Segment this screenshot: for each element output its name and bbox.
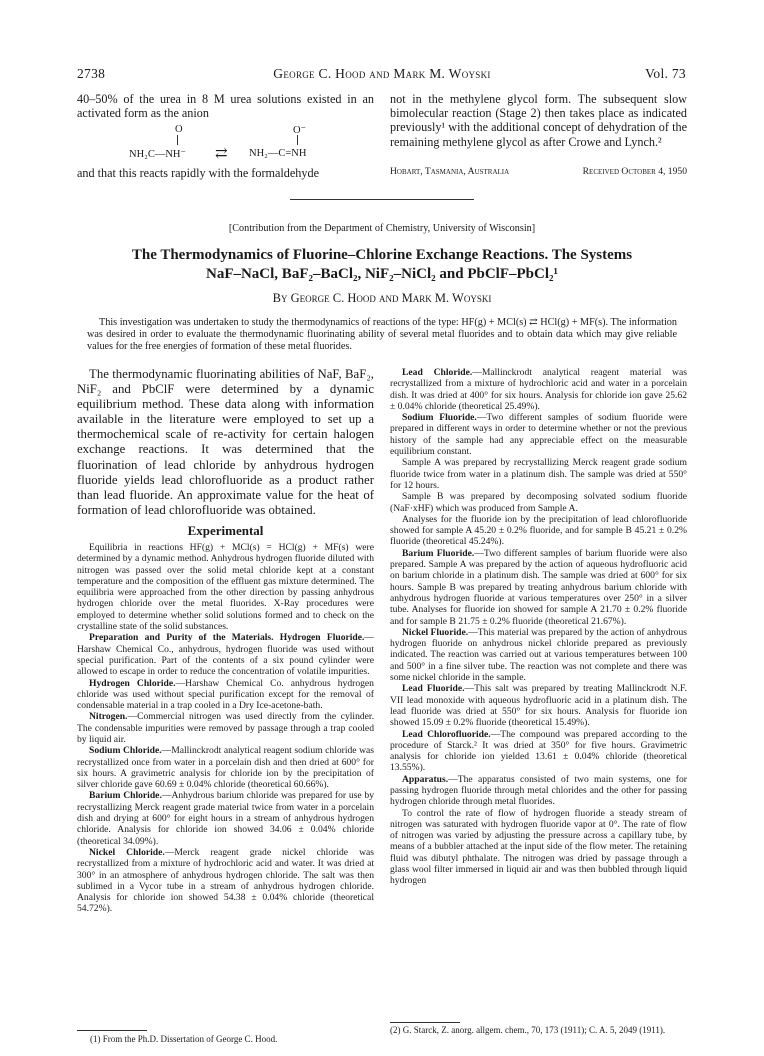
prep-pbclf-head: Lead Chlorofluoride. — [402, 728, 491, 740]
apparatus-text: —The apparatus consisted of two main systems, one for passing hydrogen fluoride through metal chlorides and the other for passing hydrogen chloride through metal fluorides. — [390, 773, 687, 808]
eq-single-bond-2 — [297, 135, 298, 145]
article-abstract: This investigation was undertaken to study the thermodynamics of reactions of the type: HF(g) + MCl(s) ⇄ HCl(g) + MF(s). The information was desired in order to evaluate the thermodynamic fluorinating ability of several metal fluorides and to obtain data which may give reliable values for the free energies of formation of these metal fluorides. — [87, 317, 677, 353]
prep-nif-text: —This material was prepared by the action of anhydrous hydrogen fluoride on anhydrous nickel chloride prepared as previously indicated. The reaction was carried out at various temperatures between 100 and 500° in a fine silver tube. The reaction was not complete and there was some nickel chloride in the sample. — [390, 626, 687, 684]
prep-n2-paragraph — [77, 711, 374, 745]
prep-bacl-head: Barium Chloride. — [89, 790, 162, 802]
left-column — [77, 367, 374, 915]
prev-article-left-bottom: and that this reacts rapidly with the formaldehyde — [77, 166, 319, 180]
naf-sample-a: Sample A was prepared by recrystallizing Merck reagent grade sodium fluoride twice from water in a platinum dish. The sample was dried at 550° for 12 hours. — [390, 457, 687, 491]
prev-article-received — [390, 166, 687, 177]
prep-nicl-head: Nickel Chloride. — [89, 846, 165, 858]
prep-hf-paragraph — [77, 632, 374, 677]
flow-control-paragraph: To control the rate of flow of hydrogen fluoride a steady stream of nitrogen was saturated with hydrogen fluoride vapor at 0°. The rate of flow of nitrogen was varied by adjusting the pressure across a capillary tube, by means of a bubbler attached at the input side of the flow meter. The retaining fluid was dibutyl phthalate. The nitrogen was dried by passage through a glass wool filter immersed in liquid air and was then bubbled through liquid hydrogen — [390, 807, 687, 887]
article-byline: By George C. Hood and Mark M. Woyski — [272, 291, 492, 305]
prep-n2-head: Nitrogen. — [89, 711, 128, 723]
eq-oxygen-1: O — [175, 124, 183, 135]
naf-sample-b: Sample B was prepared by decomposing solvated sodium fluoride (NaF·xHF) which was produced from Sample A. — [390, 491, 687, 514]
received-date: Received October 4, 1950 — [582, 166, 687, 177]
article-divider — [290, 199, 474, 200]
prep-hf-head: Preparation and Purity of the Materials. Hydrogen Fluoride. — [89, 632, 365, 644]
eq-oxygen-2: O⁻ — [293, 125, 307, 136]
title-line-1: The Thermodynamics of Fluorine–Chlorine Exchange Reactions. The Systems — [131, 247, 633, 263]
urea-anion-equation — [77, 124, 374, 166]
intro-paragraph: The thermodynamic fluorinating abilities of NaF, BaF₂, NiF₂ and PbClF were determined by a dynamic equilibrium method. These data along with information available in the literature were employed to set up a thermochemical scale of re-activity for certain halogen exchange reactions. It was determined that the fluorination of lead chloride by anhydrous hydrogen fluoride yields lead chlorofluoride as a product rather than lead fluoride. An approximate value for the heat of formation of lead chlorofluoride was obtained. — [77, 367, 374, 517]
prep-nacl-head: Sodium Chloride. — [89, 745, 162, 757]
footnote-1: (1) From the Ph.D. Dissertation of George C. Hood. — [90, 1034, 278, 1044]
prep-nacl-text: —Mallinckrodt analytical reagent sodium chloride was recrystallized once from water in a porcelain dish and then dried at 600° for six hours. A gravimetric analysis for chloride ion by the precipitation of silver chloride gave 60.69 ± 0.04% chloride (theoretical 60.66%). — [77, 745, 374, 791]
running-head-authors: George C. Hood and Mark M. Woyski — [273, 66, 491, 81]
prep-nicl-paragraph — [77, 847, 374, 915]
page-number: 2738 — [77, 66, 106, 81]
prep-pbf-paragraph — [390, 683, 687, 728]
prep-hcl-text: —Harshaw Chemical Co. anhydrous hydrogen chloride was used without special purification except for the removal of condensable material in a trap cooled in a Dry Ice-acetone-bath. — [77, 677, 374, 712]
prep-baf-paragraph — [390, 548, 687, 627]
footnote-2: (2) G. Starck, Z. anorg. allgem. chem., 70, 173 (1911); C. A. 5, 2049 (1911). — [390, 1025, 666, 1035]
prep-n2-text: —Commercial nitrogen was used directly from the cylinder. The condensable impurities were removed by passage through a trap cooled by liquid air. — [77, 711, 374, 745]
article-title — [70, 246, 694, 284]
prep-naf-text: —Two different samples of sodium fluoride were prepared in different ways in order to determine whether or not the previous history of the sample had any appreciable effect on the measurable equilibrium constant. — [390, 412, 687, 458]
right-column — [390, 367, 687, 887]
prep-nif-head: Nickel Fluoride. — [402, 626, 469, 638]
prep-baf-head: Barium Fluoride. — [402, 547, 475, 559]
prep-nacl-paragraph — [77, 745, 374, 790]
footnote-rule-right — [390, 1022, 460, 1023]
prep-nif-paragraph — [390, 627, 687, 683]
prep-naf-paragraph — [390, 412, 687, 457]
prep-pbclf-paragraph — [390, 729, 687, 774]
prep-hcl-head: Hydrogen Chloride. — [89, 677, 176, 689]
contribution-line: [Contribution from the Department of Chemistry, University of Wisconsin] — [228, 223, 536, 234]
prep-pbcl-text: —Mallinckrodt analytical reagent material was recrystallized from a mixture of hydrochloric acid and water in a porcelain dish. It was dried at 400° for six hours. Analysis for chloride ion gave 25.62 ± 0.04% chloride (theoretical 25.49%). — [390, 367, 687, 412]
prep-bacl-paragraph — [77, 790, 374, 846]
prep-pbf-head: Lead Fluoride. — [402, 683, 465, 695]
footnote-rule-left — [77, 1030, 147, 1031]
prep-hf-text: —Harshaw Chemical Co., anhydrous, hydrogen fluoride was used without special purification. Part of the contents of a six pound cylinder were allowed to escape in order to reduce the concentration of volatile impurities. — [77, 632, 374, 678]
prep-baf-text: —Two different samples of barium fluoride were also prepared. Sample A was prepared by the action of aqueous hydrofluoric acid on barium chloride in a platinum dish. The sample was dried at 600° for six hours. Sample B was prepared by treating anhydrous barium chloride with anhydrous hydrogen fluoride at various temperatures over 250° in a silver tube. Analyses for fluoride ion showed for sample A 21.70 ± 0.2% fluoride and for sample B 21.75 ± 0.2% fluoride (theoretical 21.67%). — [390, 547, 687, 627]
prep-pbclf-text: —The compound was prepared according to the procedure of Starck.² It was dried at 350° for five hours. Gravimetric analysis for chloride ion yielded 13.61 ± 0.04% chloride (theoretical 13.55%). — [390, 728, 687, 774]
prep-pbf-text: —This salt was prepared by treating Mallinckrodt N.F. VII lead monoxide with aqueous hydrofluoric acid in a platinum dish. The lead fluoride was dried at 550° for six hours. Analysis for fluoride ion showed 15.09 ± 0.2% fluoride (theoretical 15.49%). — [390, 683, 688, 729]
author-location: Hobart, Tasmania, Australia — [390, 166, 510, 177]
naf-analysis: Analyses for the fluoride ion by the precipitation of lead chlorofluoride showed for sample A 45.20 ± 0.2% fluoride, and for sample B 45.21 ± 0.2% fluoride (theoretical 45.24%). — [390, 513, 687, 548]
eq-right-species: NH₂—C=NH — [249, 148, 307, 159]
prep-naf-head: Sodium Fluoride. — [402, 412, 477, 424]
eq-arrow: ⇄ — [215, 146, 228, 162]
apparatus-head: Apparatus. — [402, 773, 449, 785]
experimental-heading: Experimental — [187, 522, 264, 538]
apparatus-paragraph — [390, 774, 687, 808]
prep-pbcl-paragraph — [390, 367, 687, 412]
prev-article-right: not in the methylene glycol form. The subsequent slow bimolecular reaction (Stage 2) then takes place as indicated previously¹ with the additional concept of dehydration of the remaining methylene glycol as after Crowe and Lynch.² — [390, 92, 687, 149]
prep-pbcl-head: Lead Chloride. — [402, 367, 473, 378]
prep-hcl-paragraph — [77, 678, 374, 712]
title-line-2: NaF–NaCl, BaF₂–BaCl₂, NiF₂–NiCl₂ and PbClF–PbCl₂¹ — [205, 266, 558, 282]
eq-left-species: NH₂C—NH⁻ — [129, 149, 187, 160]
experimental-paragraph: Equilibria in reactions HF(g) + MCl(s) = HCl(g) + MF(s) were determined by a dynamic method. Anhydrous hydrogen fluoride diluted with nitrogen was passed over the solid metal chloride kept at a constant temperature and the composition of the effluent gas mixture determined. The equilibria were approached from the other direction by passing anhydrous hydrogen chloride over the metal fluorides. X-Ray procedures were employed to determine whether solid solutions formed and to check on the crystalline state of the solid substances. — [77, 541, 374, 633]
prev-article-left-top: 40–50% of the urea in 8 M urea solutions existed in an activated form as the anion — [77, 92, 374, 121]
volume-label: Vol. 73 — [645, 66, 686, 81]
eq-double-bond-1 — [177, 135, 178, 145]
prep-bacl-text: —Anhydrous barium chloride was prepared for use by recrystallizing Merck reagent grade material twice from water in a porcelain dish and drying at 600° for eight hours in a stream of anhydrous hydrogen chloride. Analysis for chloride ion showed 34.06 ± 0.04% chloride (theoretical 34.09%). — [77, 790, 374, 847]
prep-nicl-text: —Merck reagent grade nickel chloride was recrystallized from a mixture of hydrochloric acid and water. It was dried at 300° in an atmosphere of anhydrous hydrogen chloride. The salt was then sublimed in a Vycor tube in a stream of anhydrous hydrogen chloride. Analysis for chloride ion showed 54.38 ± 0.04% chloride (theoretical 54.72%). — [77, 846, 375, 915]
